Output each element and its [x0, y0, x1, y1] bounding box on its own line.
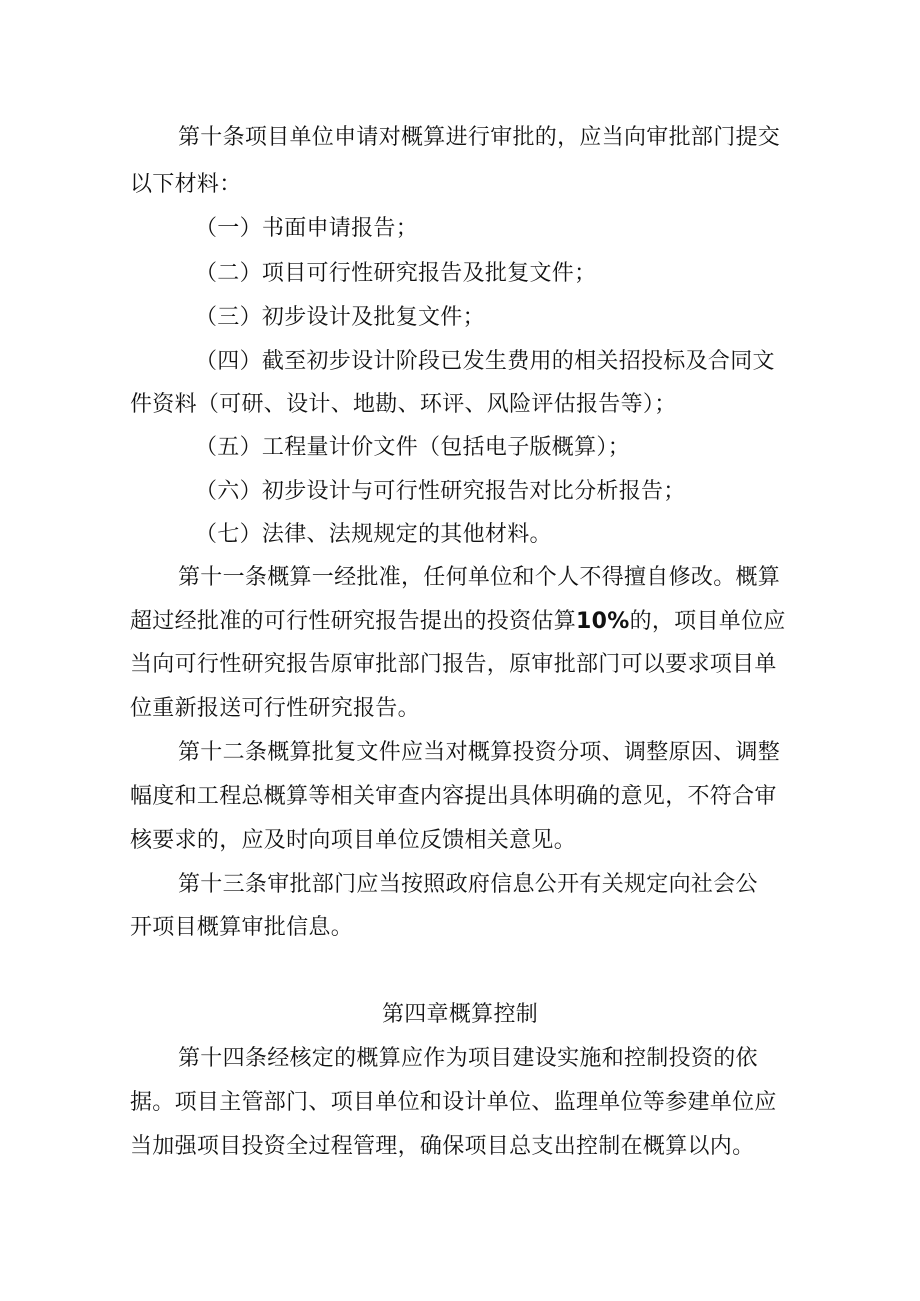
article-11-line-3: 当向可行性研究报告原审批部门报告，原审批部门可以要求项目单 [130, 652, 777, 677]
list-item-2: （二）项目可行性研究报告及批复文件； [195, 261, 597, 286]
article-13-line-1: 第十三条审批部门应当按照政府信息公开有关规定向社会公 [178, 872, 758, 897]
list-item-6: （六）初步设计与可行性研究报告对比分析报告； [195, 479, 686, 504]
article-12-line-3: 核要求的，应及时向项目单位反馈相关意见。 [130, 828, 577, 853]
article-14-line-3: 当加强项目投资全过程管理，确保项目总支出控制在概算以内。 [130, 1134, 755, 1159]
article-11-percentage: 10% [576, 609, 630, 634]
article-10-line-2: 以下材料： [130, 172, 242, 197]
article-14-line-2: 据。项目主管部门、项目单位和设计单位、监理单位等参建单位应 [130, 1090, 777, 1115]
article-11-text-a: 超过经批准的可行性研究报告提出的投资估算 [130, 609, 577, 634]
list-item-5: （五）工程量计价文件（包括电子版概算）； [195, 435, 631, 460]
article-12-line-1: 第十二条概算批复文件应当对概算投资分项、调整原因、调整 [178, 740, 781, 765]
list-item-7: （七）法律、法规规定的其他材料。 [195, 522, 552, 547]
article-11-text-c: 的，项目单位应 [629, 609, 786, 634]
list-item-1: （一）书面申请报告； [195, 216, 419, 241]
list-item-3: （三）初步设计及批复文件； [195, 305, 485, 330]
chapter-4-heading: 第四章概算控制 [381, 1002, 539, 1027]
list-item-4-line-1: （四）截至初步设计阶段已发生费用的相关招投标及合同文 [195, 349, 775, 374]
article-14-line-1: 第十四条经核定的概算应作为项目建设实施和控制投资的依 [178, 1046, 758, 1071]
article-10-line-1: 第十条项目单位申请对概算进行审批的，应当向审批部门提交 [178, 125, 781, 150]
article-11-line-2 [130, 607, 786, 637]
list-item-4-line-2: 件资料（可研、设计、地勘、环评、风险评估报告等）； [130, 392, 677, 417]
article-12-line-2: 幅度和工程总概算等相关审查内容提出具体明确的意见，不符合审 [130, 784, 777, 809]
article-11-line-1: 第十一条概算一经批准，任何单位和个人不得擅自修改。概算 [178, 565, 781, 590]
article-13-line-2: 开项目概算审批信息。 [130, 915, 354, 940]
article-11-line-4: 位重新报送可行性研究报告。 [130, 696, 420, 721]
